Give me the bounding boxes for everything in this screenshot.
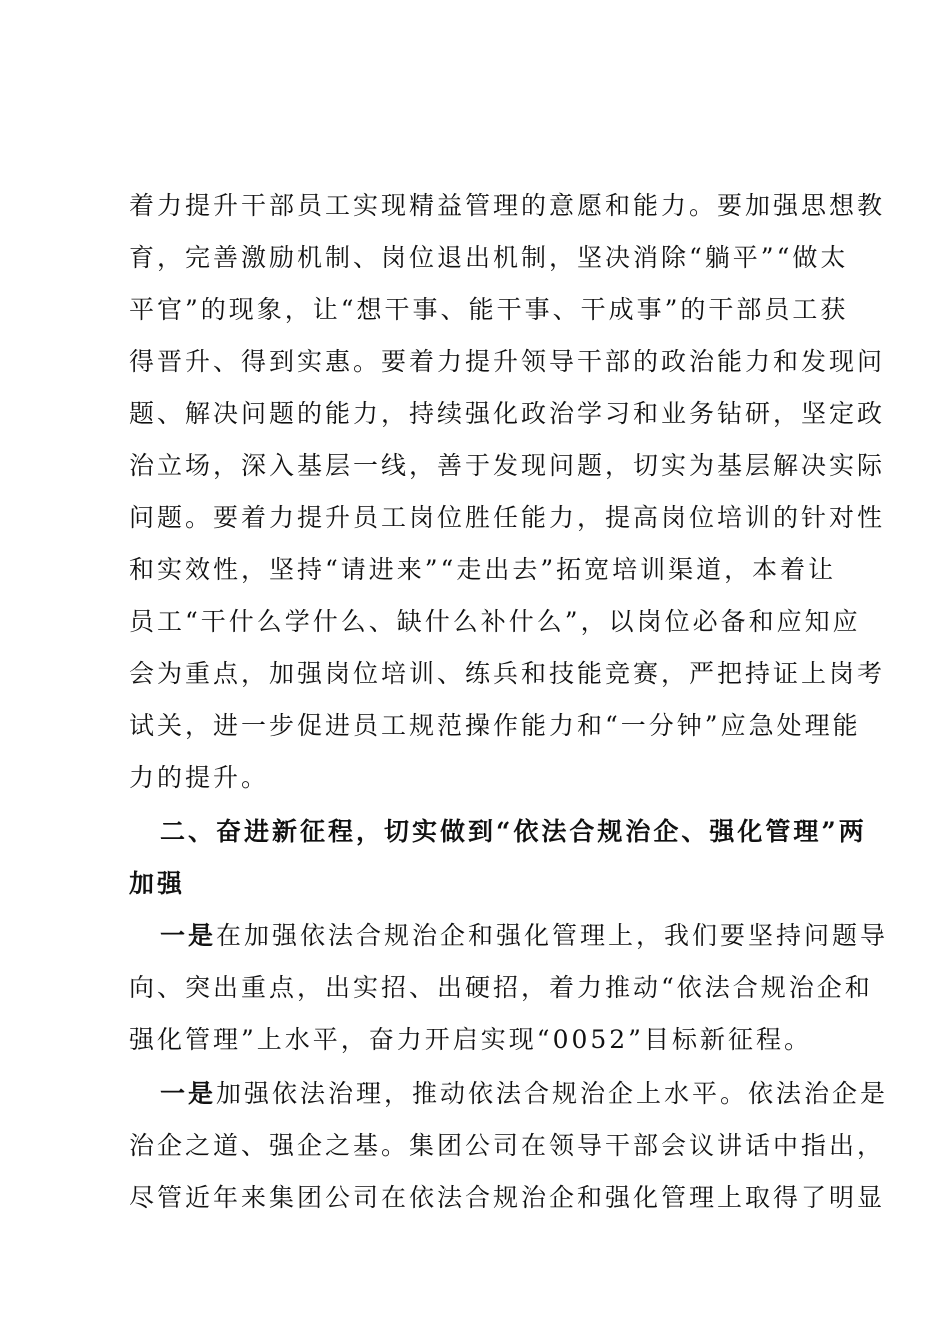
body-line: 治企之道、强企之基。集团公司在领导干部会议讲话中指出，	[129, 1131, 886, 1160]
body-line: 力的提升。	[129, 763, 270, 792]
lead-phrase: 一是	[160, 1079, 217, 1108]
paragraph-text: 在加强依法合规治企和强化管理上，我们要坚持问题导	[216, 921, 889, 950]
body-line: 育，完善激励机制、岗位退出机制，坚决消除“躺平”“做太	[129, 243, 849, 272]
body-line: 强化管理”上水平，奋力开启实现“0052”目标新征程。	[129, 1025, 812, 1054]
body-line: 平官”的现象，让“想干事、能干事、干成事”的干部员工获	[129, 295, 849, 324]
paragraph-first-line	[160, 1074, 889, 1114]
section-heading: 二、奋进新征程，切实做到“依法合规治企、强化管理”两	[160, 817, 867, 846]
section-heading: 加强	[129, 869, 186, 898]
body-line: 和实效性，坚持“请进来”“走出去”拓宽培训渠道，本着让	[129, 555, 837, 584]
body-line: 着力提升干部员工实现精益管理的意愿和能力。要加强思想教	[129, 191, 886, 220]
body-line: 问题。要着力提升员工岗位胜任能力，提高岗位培训的针对性	[129, 503, 886, 532]
body-line: 题、解决问题的能力，持续强化政治学习和业务钻研，坚定政	[129, 399, 886, 428]
paragraph-first-line	[160, 916, 889, 956]
body-line: 尽管近年来集团公司在依法合规治企和强化管理上取得了明显	[129, 1183, 886, 1212]
body-line: 得晋升、得到实惠。要着力提升领导干部的政治能力和发现问	[129, 347, 886, 376]
lead-phrase: 一是	[160, 921, 217, 950]
body-line: 试关，进一步促进员工规范操作能力和“一分钟”应急处理能	[129, 711, 861, 740]
body-line: 治立场，深入基层一线，善于发现问题，切实为基层解决实际	[129, 451, 886, 480]
paragraph-text: 加强依法治理，推动依法合规治企上水平。依法治企是	[216, 1079, 889, 1108]
body-line: 向、突出重点，出实招、出硬招，着力推动“依法合规治企和	[129, 973, 873, 1002]
body-line: 会为重点，加强岗位培训、练兵和技能竞赛，严把持证上岗考	[129, 659, 886, 688]
body-line: 员工“干什么学什么、缺什么补什么”，以岗位必备和应知应	[129, 607, 861, 636]
